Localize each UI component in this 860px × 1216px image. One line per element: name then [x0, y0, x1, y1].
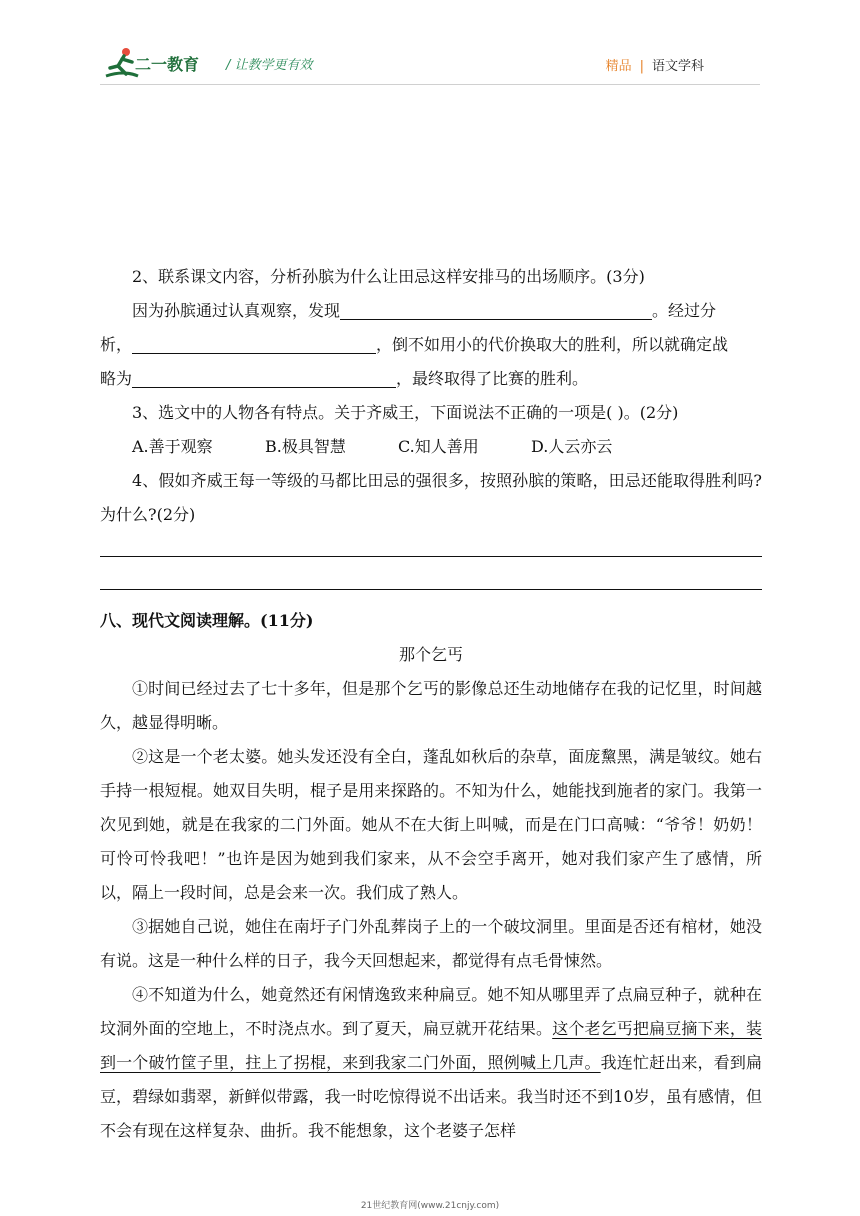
header-tags [606, 55, 704, 74]
brand-name: 二一教育 [135, 55, 200, 74]
q4-prompt: 4、假如齐威王每一等级的马都比田忌的强很多，按照孙膑的策略，田忌还能取得胜利吗?为什么?(2分) [100, 471, 762, 524]
brand-slogan: / 让教学更有效 [226, 58, 313, 73]
q3-option-c[interactable]: C.知人善用 [398, 437, 479, 456]
passage-title: 那个乞丐 [398, 645, 463, 664]
paragraph-4: ④不知道为什么，她竟然还有闲情逸致来种扁豆。她不知从哪里弄了点扁豆种子，就种在坟洞外面的空地上，不时浇点水。到了夏天，扁豆就开花结果。这个老乞丐把扁豆摘下来，装到一个破竹筐子里，拄上了拐棍，来到我家二门外面，照例喊上几声。我连忙赶出来，看到扁豆，碧绿如翡翠，新鲜似带露，我一时吃惊得说不出话来。我当时还不到10岁，虽有感情，但不会有现在这样复杂、曲折。我不能想象，这个老婆子怎样 [100, 985, 762, 1140]
q2-line2: 析， ，倒不如用小的代价换取大的胜利，所以就确定战 [100, 328, 762, 362]
section-heading: 八、现代文阅读理解。(11分) [100, 611, 314, 630]
premium-tag: 精品 [605, 59, 632, 74]
q2-blank-2[interactable] [132, 331, 376, 354]
document-body [100, 260, 762, 1148]
q2-line1: 因为孙膑通过认真观察，发现 。经过分 [100, 294, 762, 328]
page-header [0, 0, 860, 90]
paragraph-1: ①时间已经过去了七十多年，但是那个乞丐的影像总还生动地储存在我的记忆里，时间越久，越显得明晰。 [100, 679, 762, 732]
q3-prompt: 3、选文中的人物各有特点。关于齐威王，下面说法不正确的一项是( )。(2分) [132, 403, 679, 422]
q3-option-d[interactable]: D.人云亦云 [531, 437, 613, 456]
q3-option-b[interactable]: B.极具智慧 [265, 437, 346, 456]
page-footer: 21世纪教育网(www.21cnjy.com) [360, 1201, 500, 1211]
paragraph-3: ③据她自己说，她住在南圩子门外乱葬岗子上的一个破坟洞里。里面是否还有棺材，她没有说。这是一种什么样的日子，我今天回想起来，都觉得有点毛骨悚然。 [100, 917, 762, 970]
q2-blank-1[interactable] [340, 297, 652, 320]
answer-line-2[interactable] [100, 589, 762, 590]
q2-prompt: 2、联系课文内容，分析孙膑为什么让田忌这样安排马的出场顺序。(3分) [132, 267, 645, 286]
underlined-sentence: 这个老乞丐把扁豆摘下来，装到一个破竹筐子里，拄上了拐棍，来到我家二门外面，照例喊上几声。 [100, 1019, 762, 1072]
header-divider [100, 84, 760, 85]
q3-options [100, 430, 762, 464]
subject-tag: 语文学科 [651, 59, 704, 74]
answer-line-1[interactable] [100, 556, 762, 557]
paragraph-2: ②这是一个老太婆。她头发还没有全白，蓬乱如秋后的杂草，面庞黧黑，满是皱纹。她右手持一根短棍。她双目失明，棍子是用来探路的。不知为什么，她能找到施者的家门。我第一次见到她，就是在我家的二门外面。她从不在大街上叫喊，而是在门口高喊：“爷爷！奶奶！可怜可怜我吧！”也许是因为她到我们家来，从不会空手离开，她对我们家产生了感情，所以，隔上一段时间，总是会来一次。我们成了熟人。 [100, 747, 762, 902]
q2-blank-3[interactable] [132, 365, 396, 388]
q3-option-a[interactable]: A.善于观察 [132, 437, 213, 456]
header-separator: | [639, 59, 644, 74]
q2-line3: 略为 ，最终取得了比赛的胜利。 [100, 362, 762, 396]
